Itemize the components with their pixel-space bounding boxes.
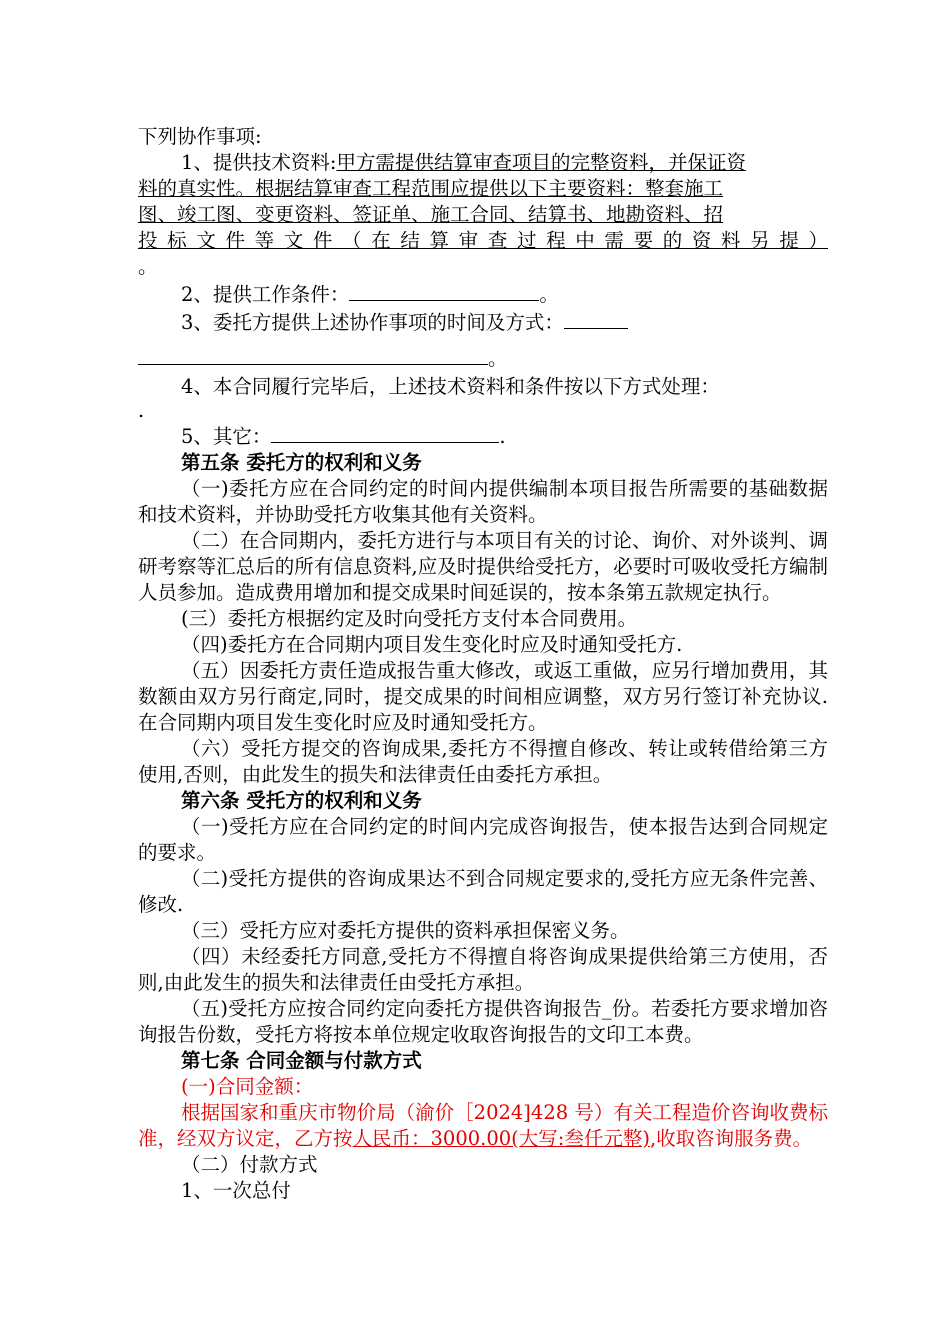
intro-line: 下列协作事项: xyxy=(138,125,262,148)
item-2: 2、提供工作条件： 。 xyxy=(138,280,828,308)
contract-amount: 人民币：3000.00(大写:叁仟元整) xyxy=(352,1127,650,1150)
article-6-title: 第六条 受托方的权利和义务 xyxy=(181,789,422,812)
item-1-text-2: 料的真实性。根据结算审查工程范围应提供以下主要资料：整套施工 xyxy=(138,177,724,200)
item-1-label: 1、提供技术资料: xyxy=(181,151,337,174)
article-7-subtitle-amount: (一)合同金额： xyxy=(181,1075,314,1098)
item-1-end: 。 xyxy=(138,255,158,278)
article-7-title: 第七条 合同金额与付款方式 xyxy=(181,1049,422,1072)
article-5-title: 第五条 委托方的权利和义务 xyxy=(181,451,422,474)
article-5-clause-1: （一)委托方应在合同约定的时间内提供编制本项目报告所需要的基础数据和技术资料，并协助受托方收集其他有关资料。 xyxy=(138,477,828,526)
article-5-clause-4: （四)委托方在合同期内项目发生变化时应及时通知受托方. xyxy=(181,633,683,656)
item-4: 4、本合同履行完毕后，上述技术资料和条件按以下方式处理： xyxy=(181,375,720,398)
item-4-end: . xyxy=(138,399,145,422)
item-1-text-1: 甲方需提供结算审查项目的完整资料，并保证资 xyxy=(336,151,746,174)
item-5: 5、其它： . xyxy=(138,422,828,450)
article-7-payment-method: 1、一次总付 xyxy=(181,1179,291,1202)
item-3-blank-1 xyxy=(564,308,628,329)
article-5-clause-2: （二）在合同期内，委托方进行与本项目有关的讨论、询价、对外谈判、调研考察等汇总后的所有信息资料,应及时提供给受托方，必要时可吸收受托方编制人员参加。造成费用增加和提交成果时间延误的，按本条第五款规定执行。 xyxy=(138,529,828,604)
article-6-clause-3: （三）受托方应对委托方提供的资料承担保密义务。 xyxy=(181,919,630,942)
article-5-clause-6: （六）受托方提交的咨询成果,委托方不得擅自修改、转让或转借给第三方使用,否则，由此发生的损失和法律责任由委托方承担。 xyxy=(138,737,828,786)
article-7-amount-text: 根据国家和重庆市物价局（渝价［2024]428 号）有关工程造价咨询收费标准，经双方议定，乙方按人民币：3000.00(大写:叁仟元整),收取咨询服务费。 xyxy=(138,1101,828,1150)
item-2-blank xyxy=(349,280,539,301)
item-3-cont: 。 xyxy=(138,336,828,372)
document-page xyxy=(138,124,828,1204)
item-1-text-4: 投标文件等文件（在结算审查过程中需要的资料另提） xyxy=(138,229,828,252)
item-5-blank xyxy=(271,422,499,443)
article-5-clause-5: （五）因委托方责任造成报告重大修改，或返工重做，应另行增加费用，其数额由双方另行商定,同时，提交成果的时间相应调整，双方另行签订补充协议.在合同期内项目发生变化时应及时通知受托方。 xyxy=(138,659,828,734)
item-1-text-3: 图、竣工图、变更资料、签证单、施工合同、结算书、地勘资料、招 xyxy=(138,203,724,226)
item-1 xyxy=(138,150,828,280)
article-6-clause-1: （一)受托方应在合同约定的时间内完成咨询报告，使本报告达到合同规定的要求。 xyxy=(138,815,828,864)
item-3-blank-2 xyxy=(138,344,488,365)
item-3: 3、委托方提供上述协作事项的时间及方式： xyxy=(138,308,828,336)
article-7-subtitle-payment: （二）付款方式 xyxy=(181,1153,318,1176)
article-6-clause-2: （二)受托方提供的咨询成果达不到合同规定要求的,受托方应无条件完善、修改. xyxy=(138,867,828,916)
article-5-clause-3: (三）委托方根据约定及时向受托方支付本合同费用。 xyxy=(181,607,638,630)
article-6-clause-4: （四）未经委托方同意,受托方不得擅自将咨询成果提供给第三方使用，否则,由此发生的损失和法律责任由受托方承担。 xyxy=(138,945,828,994)
article-6-clause-5: （五)受托方应按合同约定向委托方提供咨询报告_份。若委托方要求增加咨询报告份数，受托方将按本单位规定收取咨询报告的文印工本费。 xyxy=(138,997,828,1046)
